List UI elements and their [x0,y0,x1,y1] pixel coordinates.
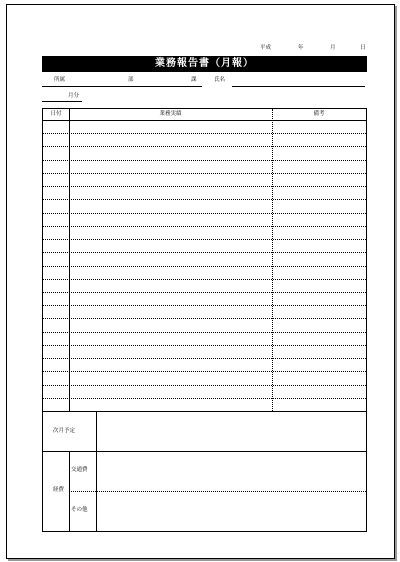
table-row-line [43,173,366,174]
plan-bottom-divider [43,451,366,452]
table-row-line [43,358,366,359]
month-period-label: 月分 [68,93,80,99]
table-row-line [43,318,366,319]
other-label: その他 [71,507,88,513]
table-row-line [43,385,366,386]
table-row-line [43,332,366,333]
table-row-line [43,305,366,306]
table-row-line [43,160,366,161]
year-label: 年 [298,45,304,51]
header-divider [43,120,366,121]
table-row-line [43,279,366,280]
table-row-line [43,133,366,134]
table-row-line [43,226,366,227]
table-row-line [43,213,366,214]
next-month-plan-label: 次月予定 [53,428,76,434]
table-bottom-divider [43,411,366,412]
department-label: 所属 [54,77,66,83]
table-row-line [43,266,366,267]
table-row-line [43,371,366,372]
month-underline [42,101,82,102]
table-row-line [43,398,366,399]
date-col-divider [69,109,70,411]
plan-col-divider [96,411,97,531]
transport-label: 交通費 [71,467,88,473]
table-row-line [43,146,366,147]
expenses-label: 経費 [53,487,65,493]
table-row-line [43,186,366,187]
name-label: 氏名 [214,77,226,83]
department-underline [42,86,202,87]
col-date-header: 日付 [50,111,62,117]
table-row-line [43,252,366,253]
report-table [42,108,367,532]
table-row-line [43,199,366,200]
report-title: 業務報告書（月報） [42,56,367,72]
day-label: 日 [360,45,366,51]
transport-divider [69,491,366,492]
month-label: 月 [330,45,336,51]
era-label: 平成 [260,45,272,51]
remarks-col-divider [272,109,273,411]
name-underline [232,86,365,87]
section-label: 課 [191,77,197,83]
table-row-line [43,239,366,240]
table-row-line [43,292,366,293]
col-remarks-header: 備考 [313,111,325,117]
table-row-line [43,345,366,346]
division-label: 部 [128,77,134,83]
col-work-header: 業務実績 [159,111,182,117]
